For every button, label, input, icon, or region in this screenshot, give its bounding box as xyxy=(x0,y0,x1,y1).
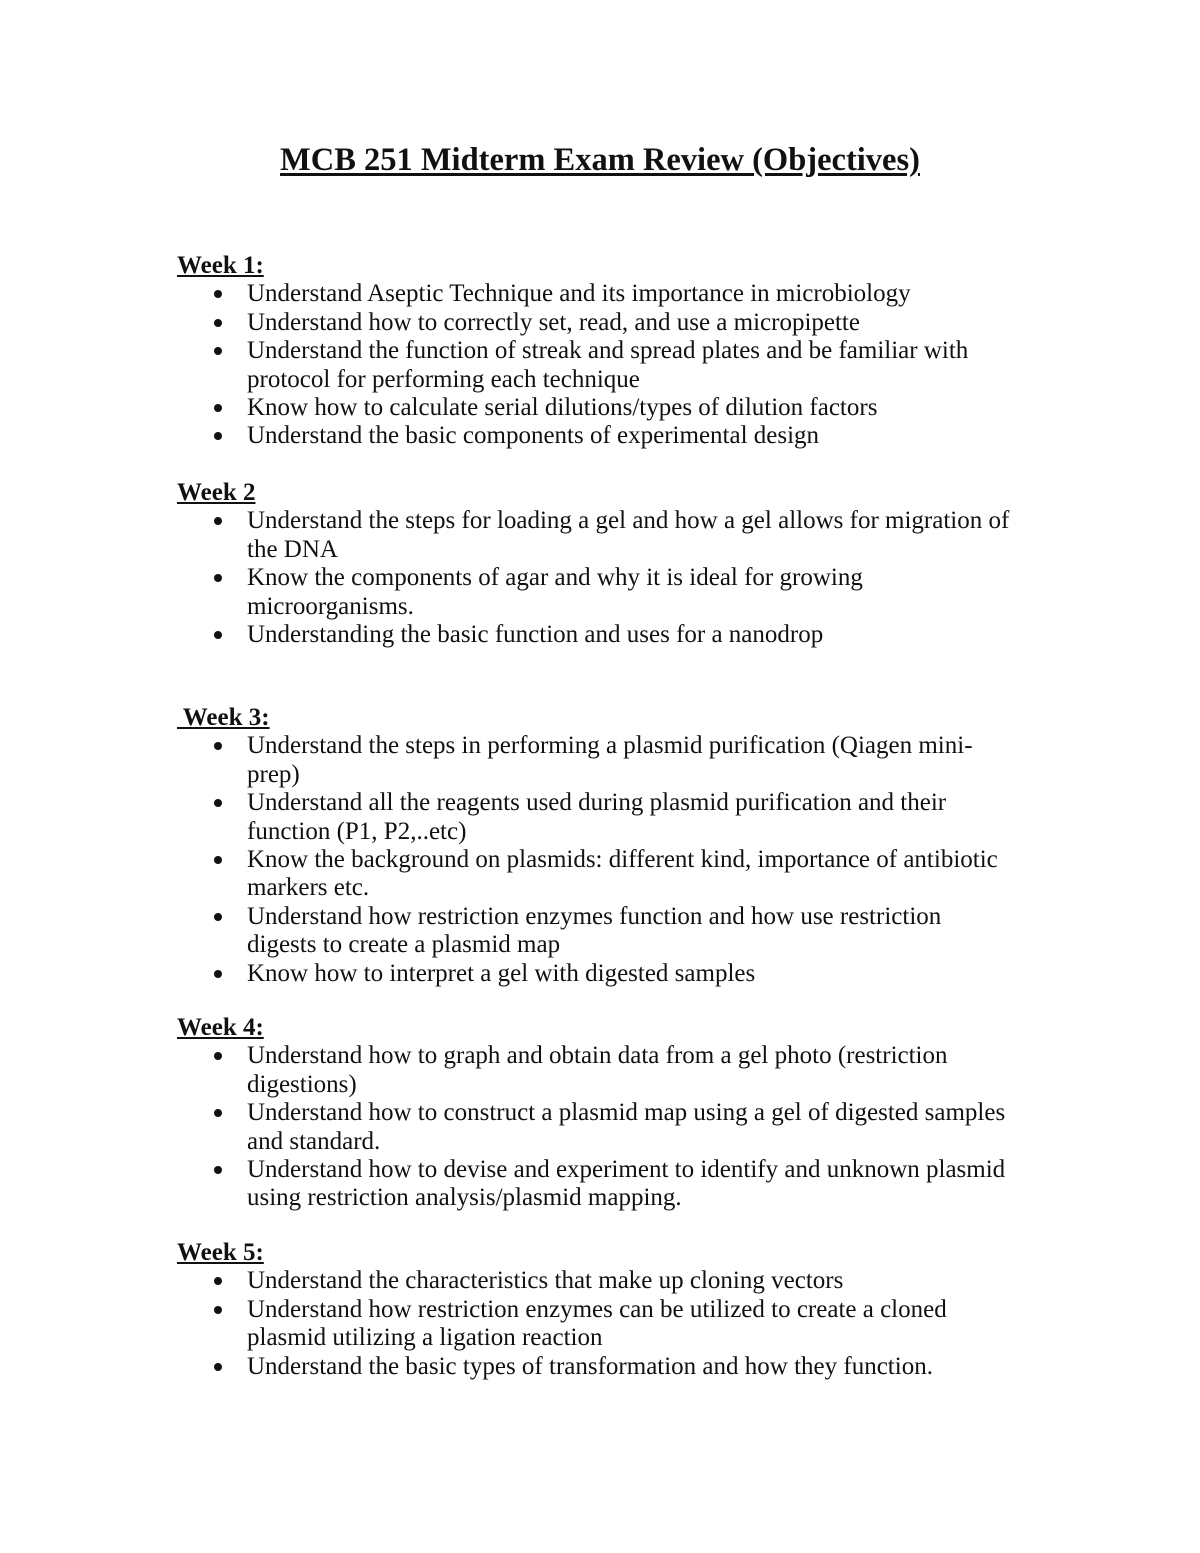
objective-line: microorganisms. xyxy=(247,592,414,620)
objective-line: Understand how to devise and experiment to identify and unknown plasmid xyxy=(247,1155,1006,1183)
objective-line: Know how to calculate serial dilutions/types of dilution factors xyxy=(247,393,878,421)
objective-line: the DNA xyxy=(247,535,338,563)
objective-item xyxy=(0,564,1200,621)
document-title xyxy=(0,140,1200,180)
objective-item xyxy=(0,337,1200,394)
objective-line: Understand the steps in performing a plasmid purification (Qiagen mini- xyxy=(247,732,973,760)
objective-item xyxy=(0,732,1200,789)
objective-line: Understand all the reagents used during plasmid purification and their xyxy=(247,789,947,817)
objective-line: Know the components of agar and why it is ideal for growing xyxy=(247,564,863,592)
objective-item xyxy=(0,309,1200,337)
objective-line: Understand the steps for loading a gel and how a gel allows for migration of xyxy=(247,507,1010,535)
week-3-section xyxy=(0,704,1200,988)
objective-line: Understand the basic types of transformation and how they function. xyxy=(247,1352,933,1380)
objective-line: Understand how to construct a plasmid map using a gel of digested samples xyxy=(247,1099,1006,1127)
objective-item xyxy=(0,280,1200,308)
objective-line: plasmid utilizing a ligation reaction xyxy=(247,1324,603,1352)
objective-line: Know the background on plasmids: different kind, importance of antibiotic xyxy=(247,845,998,873)
week-2-section xyxy=(0,479,1200,649)
objective-line: Understand the characteristics that make up cloning vectors xyxy=(247,1267,844,1295)
objective-line: function (P1, P2,..etc) xyxy=(247,817,467,845)
objective-line: Understand the basic components of experimental design xyxy=(247,422,820,450)
objective-item xyxy=(0,394,1200,422)
bullet-icon xyxy=(214,1166,222,1174)
week-4-heading-text: Week 4: xyxy=(177,1014,264,1041)
week-3-heading xyxy=(0,704,1200,732)
week-2-heading-text: Week 2 xyxy=(177,479,256,506)
objective-item xyxy=(0,789,1200,846)
objective-item xyxy=(0,846,1200,903)
objective-line: Understanding the basic function and uses for a nanodrop xyxy=(247,620,824,648)
bullet-icon xyxy=(214,574,222,582)
objective-line: Know how to interpret a gel with digested samples xyxy=(247,959,756,987)
objective-item xyxy=(0,1099,1200,1156)
week-5-objectives xyxy=(0,1267,1200,1381)
week-3-objectives xyxy=(0,732,1200,988)
objective-item xyxy=(0,1156,1200,1213)
objective-line: and standard. xyxy=(247,1127,381,1155)
week-4-heading xyxy=(0,1014,1200,1042)
bullet-icon xyxy=(214,970,222,978)
objective-line: Understand how restriction enzymes function and how use restriction xyxy=(247,902,942,930)
bullet-icon xyxy=(214,404,222,412)
bullet-icon xyxy=(214,432,222,440)
bullet-icon xyxy=(214,856,222,864)
objective-item xyxy=(0,1353,1200,1381)
week-1-heading-text: Week 1: xyxy=(177,252,264,279)
objective-line: prep) xyxy=(247,760,300,788)
week-4-section xyxy=(0,1014,1200,1213)
week-1-section xyxy=(0,252,1200,451)
week-2-objectives xyxy=(0,507,1200,649)
week-1-heading xyxy=(0,252,1200,280)
bullet-icon xyxy=(214,631,222,639)
objective-item xyxy=(0,1042,1200,1099)
objective-line: Understand how to correctly set, read, and use a micropipette xyxy=(247,308,860,336)
week-5-heading-text: Week 5: xyxy=(177,1239,264,1266)
objective-line: Understand the function of streak and spread plates and be familiar with xyxy=(247,337,969,365)
objective-item xyxy=(0,621,1200,649)
week-4-objectives xyxy=(0,1042,1200,1212)
week-2-heading xyxy=(0,479,1200,507)
objective-line: digests to create a plasmid map xyxy=(247,931,561,959)
objective-item xyxy=(0,507,1200,564)
bullet-icon xyxy=(214,319,222,327)
objective-line: protocol for performing each technique xyxy=(247,365,640,393)
objective-line: markers etc. xyxy=(247,874,370,902)
week-1-objectives xyxy=(0,280,1200,450)
objective-line: Understand how restriction enzymes can be utilized to create a cloned xyxy=(247,1295,947,1323)
objective-item xyxy=(0,1296,1200,1353)
objective-item xyxy=(0,903,1200,960)
objective-line: digestions) xyxy=(247,1070,357,1098)
bullet-icon xyxy=(214,799,222,807)
week-5-section xyxy=(0,1239,1200,1381)
bullet-icon xyxy=(214,913,222,921)
week-5-heading xyxy=(0,1239,1200,1267)
week-3-heading-text: Week 3: xyxy=(177,704,270,731)
bullet-icon xyxy=(214,290,222,298)
objective-item xyxy=(0,422,1200,450)
document-title-text: MCB 251 Midterm Exam Review (Objectives) xyxy=(280,142,920,178)
bullet-icon xyxy=(214,517,222,525)
bullet-icon xyxy=(214,347,222,355)
objective-item xyxy=(0,960,1200,988)
bullet-icon xyxy=(214,742,222,750)
bullet-icon xyxy=(214,1306,222,1314)
objective-item xyxy=(0,1267,1200,1295)
bullet-icon xyxy=(214,1277,222,1285)
bullet-icon xyxy=(214,1363,222,1371)
objective-line: using restriction analysis/plasmid mapping. xyxy=(247,1184,682,1212)
objective-line: Understand how to graph and obtain data from a gel photo (restriction xyxy=(247,1042,948,1070)
bullet-icon xyxy=(214,1109,222,1117)
bullet-icon xyxy=(214,1052,222,1060)
objective-line: Understand Aseptic Technique and its importance in microbiology xyxy=(247,280,911,308)
